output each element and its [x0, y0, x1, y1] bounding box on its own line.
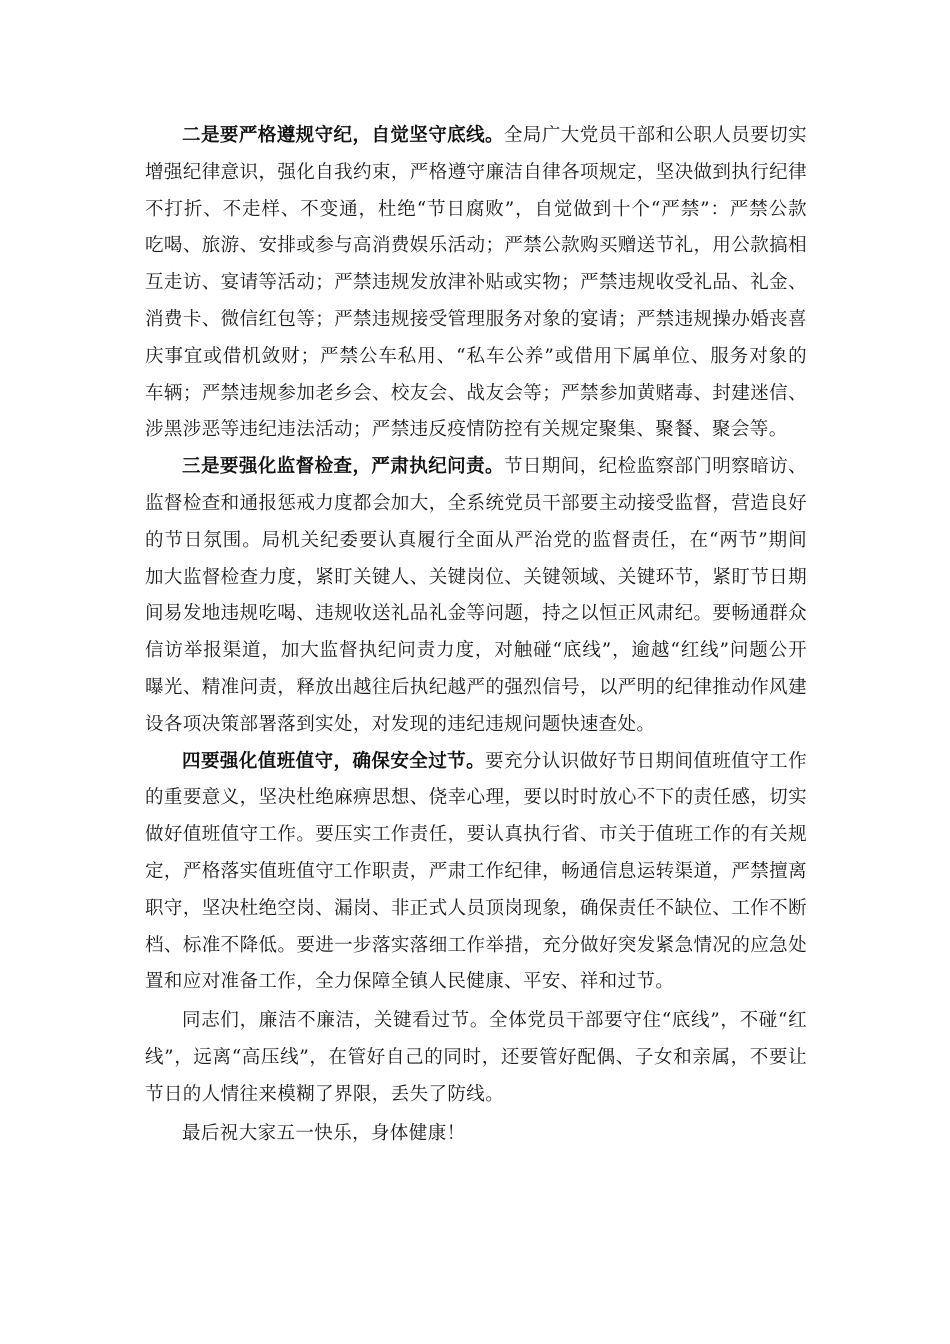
paragraph-lead-heading: 三是要强化监督检查，严肃执纪问责。 — [182, 456, 504, 478]
paragraph-lead-heading: 二是要严格遵规守纪，自觉坚守底线。 — [182, 125, 504, 146]
paragraph-text: 要充分认识做好节日期间值班值守工作的重要意义，坚决杜绝麻痹思想、侥幸心理，要以时时放心不下的责任感，切实做好值班值守工作。要压实工作责任，要认真执行省、市关于值班工作的有关规定，严格落实值班值守工作职责，严肃工作纪律，畅通信息运转渠道，严禁擅离职守，坚决杜绝空岗、漏岗、非正式人员顶岗现象，确保责任不缺位、工作不断档、标准不降低。要进一步落实落细工作举措，充分做好突发紧急情况的应急处置和应对准备工作，全力保障全镇人民健康、平安、祥和过节。 — [145, 750, 807, 993]
paragraph-duty — [145, 744, 807, 1002]
paragraph-supervision — [145, 449, 807, 743]
paragraph-discipline — [145, 118, 807, 449]
paragraph-greeting — [145, 1116, 807, 1153]
paragraph-text: 同志们，廉洁不廉洁，关键看过节。全体党员干部要守住“底线”，不碰“红线”，远离“高压线”，在管好自己的同时，还要管好配偶、子女和亲属，不要让节日的人情往来模糊了界限，丢失了防线。 — [145, 1010, 807, 1105]
document-body — [145, 118, 807, 1152]
paragraph-text: 节日期间，纪检监察部门明察暗访、监督检查和通报惩戒力度都会加大，全系统党员干部要主动接受监督，营造良好的节日氛围。局机关纪委要认真履行全面从严治党的监督责任，在“两节”期间加大监督检查力度，紧盯关键人、关键岗位、关键领域、关键环节，紧盯节日期间易发地违规吃喝、违规收送礼品礼金等问题，持之以恒正风肃纪。要畅通群众信访举报渠道，加大监督执纪问责力度，对触碰“底线”，逾越“红线”问题公开曝光、精准问责，释放出越往后执纪越严的强烈信号，以严明的纪律推动作风建设各项决策部署落到实处，对发现的违纪违规问题快速查处。 — [145, 456, 807, 735]
paragraph-text: 全局广大党员干部和公职人员要切实增强纪律意识，强化自我约束，严格遵守廉洁自律各项规定，坚决做到执行纪律不打折、不走样、不变通，杜绝“节日腐败”，自觉做到十个“严禁”：严禁公款吃喝、旅游、安排或参与高消费娱乐活动；严禁公款购买赠送节礼，用公款搞相互走访、宴请等活动；严禁违规发放津补贴或实物；严禁违规收受礼品、礼金、消费卡、微信红包等；严禁违规接受管理服务对象的宴请；严禁违规操办婚丧喜庆事宜或借机敛财；严禁公车私用、“私车公养”或借用下属单位、服务对象的车辆；严禁违规参加老乡会、校友会、战友会等；严禁参加黄赌毒、封建迷信、涉黑涉恶等违纪违法活动；严禁违反疫情防控有关规定聚集、聚餐、聚会等。 — [145, 125, 807, 441]
paragraph-closing — [145, 1003, 807, 1113]
paragraph-lead-heading: 四要强化值班值守，确保安全过节。 — [182, 750, 486, 772]
paragraph-text: 最后祝大家五一快乐，身体健康！ — [182, 1122, 466, 1144]
